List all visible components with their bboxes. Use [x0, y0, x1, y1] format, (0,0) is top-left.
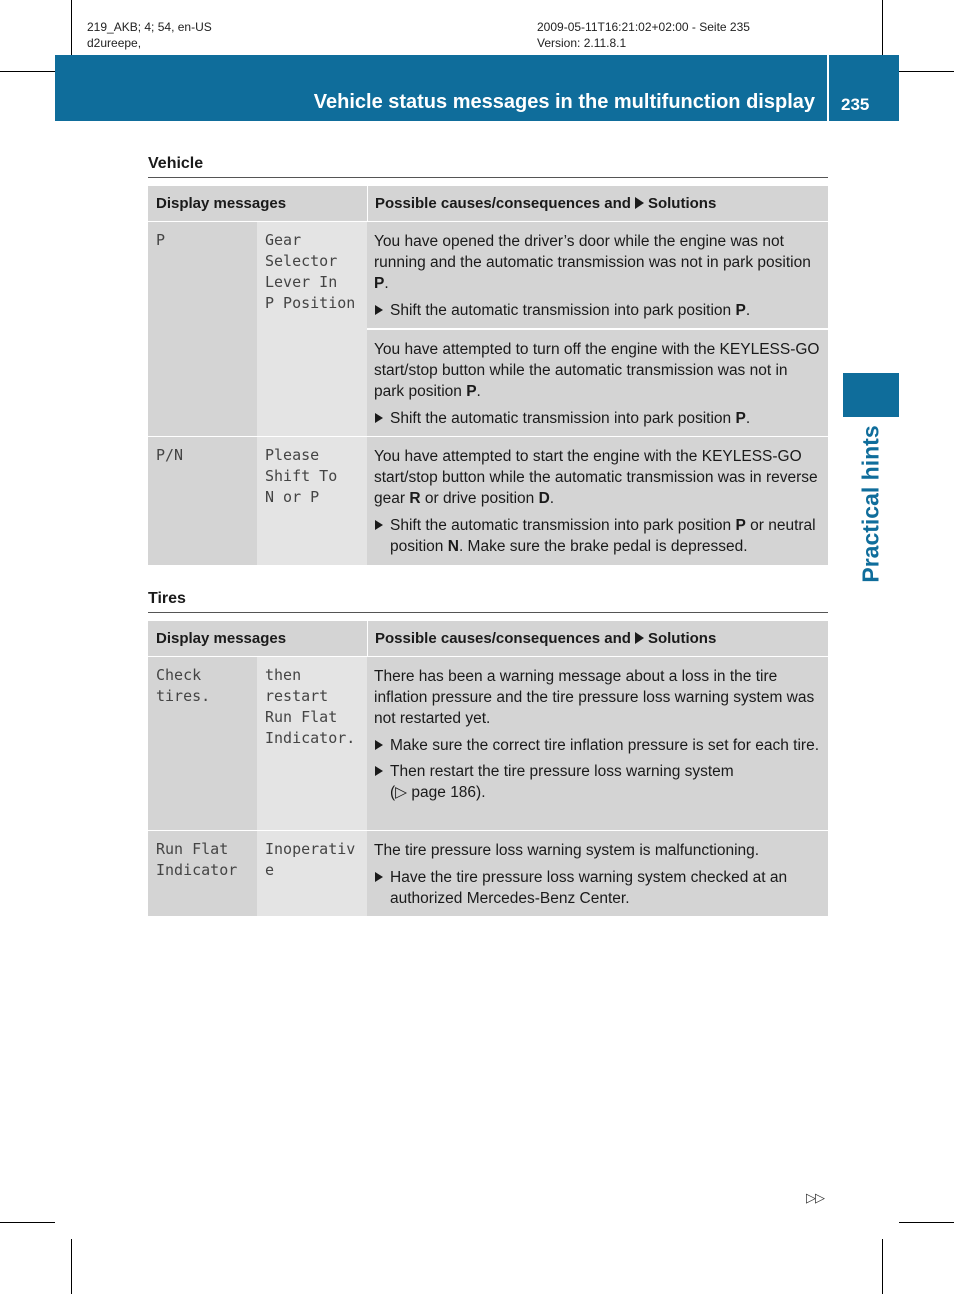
cause-text-part: You have attempted to turn off the engine with the KEYLESS-GO start/stop button while the automatic transmission was not in park position [374, 341, 820, 400]
row-divider [367, 328, 828, 329]
table-row-code: P [148, 222, 257, 436]
cause-text: The tire pressure loss warning system is malfunctioning. [374, 842, 760, 859]
solution-text: Have the tire pressure loss warning system checked at an authorized Mercedes-Benz Center. [390, 869, 788, 907]
table-row-code: Run Flat Indicator [148, 831, 257, 916]
column-divider [367, 621, 368, 656]
print-meta-left [87, 19, 212, 51]
arrow-bullet-icon [375, 413, 383, 423]
cause-text-part: . [476, 383, 481, 400]
cause-bold: P [374, 275, 385, 292]
cause-text-part: or drive position [420, 490, 539, 507]
table-row-solution [367, 222, 828, 329]
side-tab-block [843, 373, 899, 417]
table-row-message: Please Shift To N or P [257, 437, 367, 565]
section-rule [148, 612, 828, 613]
header-solutions-label: Solutions [647, 195, 717, 212]
solution-bold: P [735, 410, 746, 427]
header-display-messages: Display messages [156, 195, 287, 212]
column-divider [367, 186, 368, 221]
crop-mark [71, 1239, 72, 1294]
crop-mark [0, 1222, 55, 1223]
table-row-code: Check tires. [148, 657, 257, 830]
crop-mark [899, 1222, 954, 1223]
table-row-message: Inoperativ e [257, 831, 367, 916]
meta-line: 219_AKB; 4; 54, en-US [87, 20, 212, 34]
page-title: Vehicle status messages in the multifunction display [313, 91, 815, 113]
vehicle-table [148, 186, 828, 566]
solution-step [374, 300, 821, 321]
meta-line: d2ureepe, [87, 36, 142, 50]
solution-text: . [745, 302, 751, 319]
crop-mark [899, 71, 954, 72]
solution-step [374, 515, 821, 557]
section-title-tires: Tires [148, 590, 186, 607]
table-row-solution [367, 831, 828, 916]
header-causes-solutions [375, 195, 716, 212]
section-title-vehicle: Vehicle [148, 155, 204, 172]
header-solutions-label: Solutions [647, 630, 717, 647]
cause-text-part: . [549, 490, 555, 507]
solution-text: . Make sure the brake pedal is depressed. [458, 538, 748, 555]
arrow-bullet-icon [375, 305, 383, 315]
header-causes-solutions [375, 630, 716, 647]
header-bar [55, 55, 827, 121]
cause-text-part: . [384, 275, 389, 292]
header-causes-label: Possible causes/consequences and [375, 630, 631, 647]
cause-text-part: You have opened the driver’s door while the engine was not running and the automatic transmission was not in park position [374, 233, 811, 271]
page-ref-text: ( [390, 784, 396, 801]
page-ref-icon: ▷ [395, 784, 408, 801]
solution-bold: N [447, 538, 459, 555]
solution-step [374, 867, 821, 909]
solution-step [374, 761, 821, 803]
solution-text: Then restart the tire pressure loss warning system [390, 763, 734, 780]
crop-mark [882, 1239, 883, 1294]
solution-step [374, 735, 821, 756]
table-row-message: Gear Selector Lever In P Position [257, 222, 367, 436]
cause-text [374, 339, 821, 402]
crop-mark [0, 71, 55, 72]
solution-text: Shift the automatic transmission into park position [390, 410, 736, 427]
triangle-right-icon [635, 632, 644, 644]
cause-text-part: You have attempted to start the engine with the KEYLESS-GO start/stop button while the automatic transmission was in reverse gear [374, 448, 818, 507]
print-meta-right [537, 19, 750, 51]
meta-line: 2009-05-11T16:21:02+02:00 - Seite 235 [537, 20, 750, 34]
meta-line: Version: 2.11.8.1 [537, 36, 627, 50]
cause-text [374, 446, 821, 509]
crop-mark [882, 0, 883, 55]
header-display-messages: Display messages [156, 630, 287, 647]
section-rule [148, 177, 828, 178]
cause-bold: R [409, 490, 421, 507]
page-number: 235 [841, 95, 870, 114]
solution-text: or neutral position [390, 517, 816, 555]
solution-text: Shift the automatic transmission into park position [390, 302, 736, 319]
arrow-bullet-icon [375, 740, 383, 750]
cause-bold: D [538, 490, 550, 507]
solution-text: . [745, 410, 751, 427]
triangle-right-icon [635, 197, 644, 209]
side-tab-label: Practical hints [857, 425, 884, 583]
solution-bold: P [735, 517, 746, 534]
cause-bold: P [466, 383, 477, 400]
arrow-bullet-icon [375, 872, 383, 882]
page-ref-text: page 186). [407, 784, 486, 801]
solution-text: Make sure the correct tire inflation pressure is set for each tire. [390, 737, 820, 754]
continue-icon: ▷▷ [806, 1190, 824, 1205]
table-row-solution [367, 330, 828, 436]
table-header [148, 621, 828, 656]
cause-text [374, 231, 821, 294]
table-row-solution [367, 437, 828, 565]
table-row-code: P/N [148, 437, 257, 565]
side-tab [843, 423, 899, 585]
header-causes-label: Possible causes/consequences and [375, 195, 631, 212]
tires-table [148, 621, 828, 917]
arrow-bullet-icon [375, 766, 383, 776]
table-row-solution [367, 657, 828, 830]
solution-step [374, 408, 821, 429]
page-number-box [829, 55, 899, 121]
solution-text: Shift the automatic transmission into park position [390, 517, 736, 534]
table-header [148, 186, 828, 221]
solution-bold: P [735, 302, 746, 319]
arrow-bullet-icon [375, 520, 383, 530]
table-row-message: then restart Run Flat Indicator. [257, 657, 367, 830]
cause-text: There has been a warning message about a loss in the tire inflation pressure and the tire pressure loss warning system was not restarted yet. [374, 668, 815, 727]
crop-mark [71, 0, 72, 55]
